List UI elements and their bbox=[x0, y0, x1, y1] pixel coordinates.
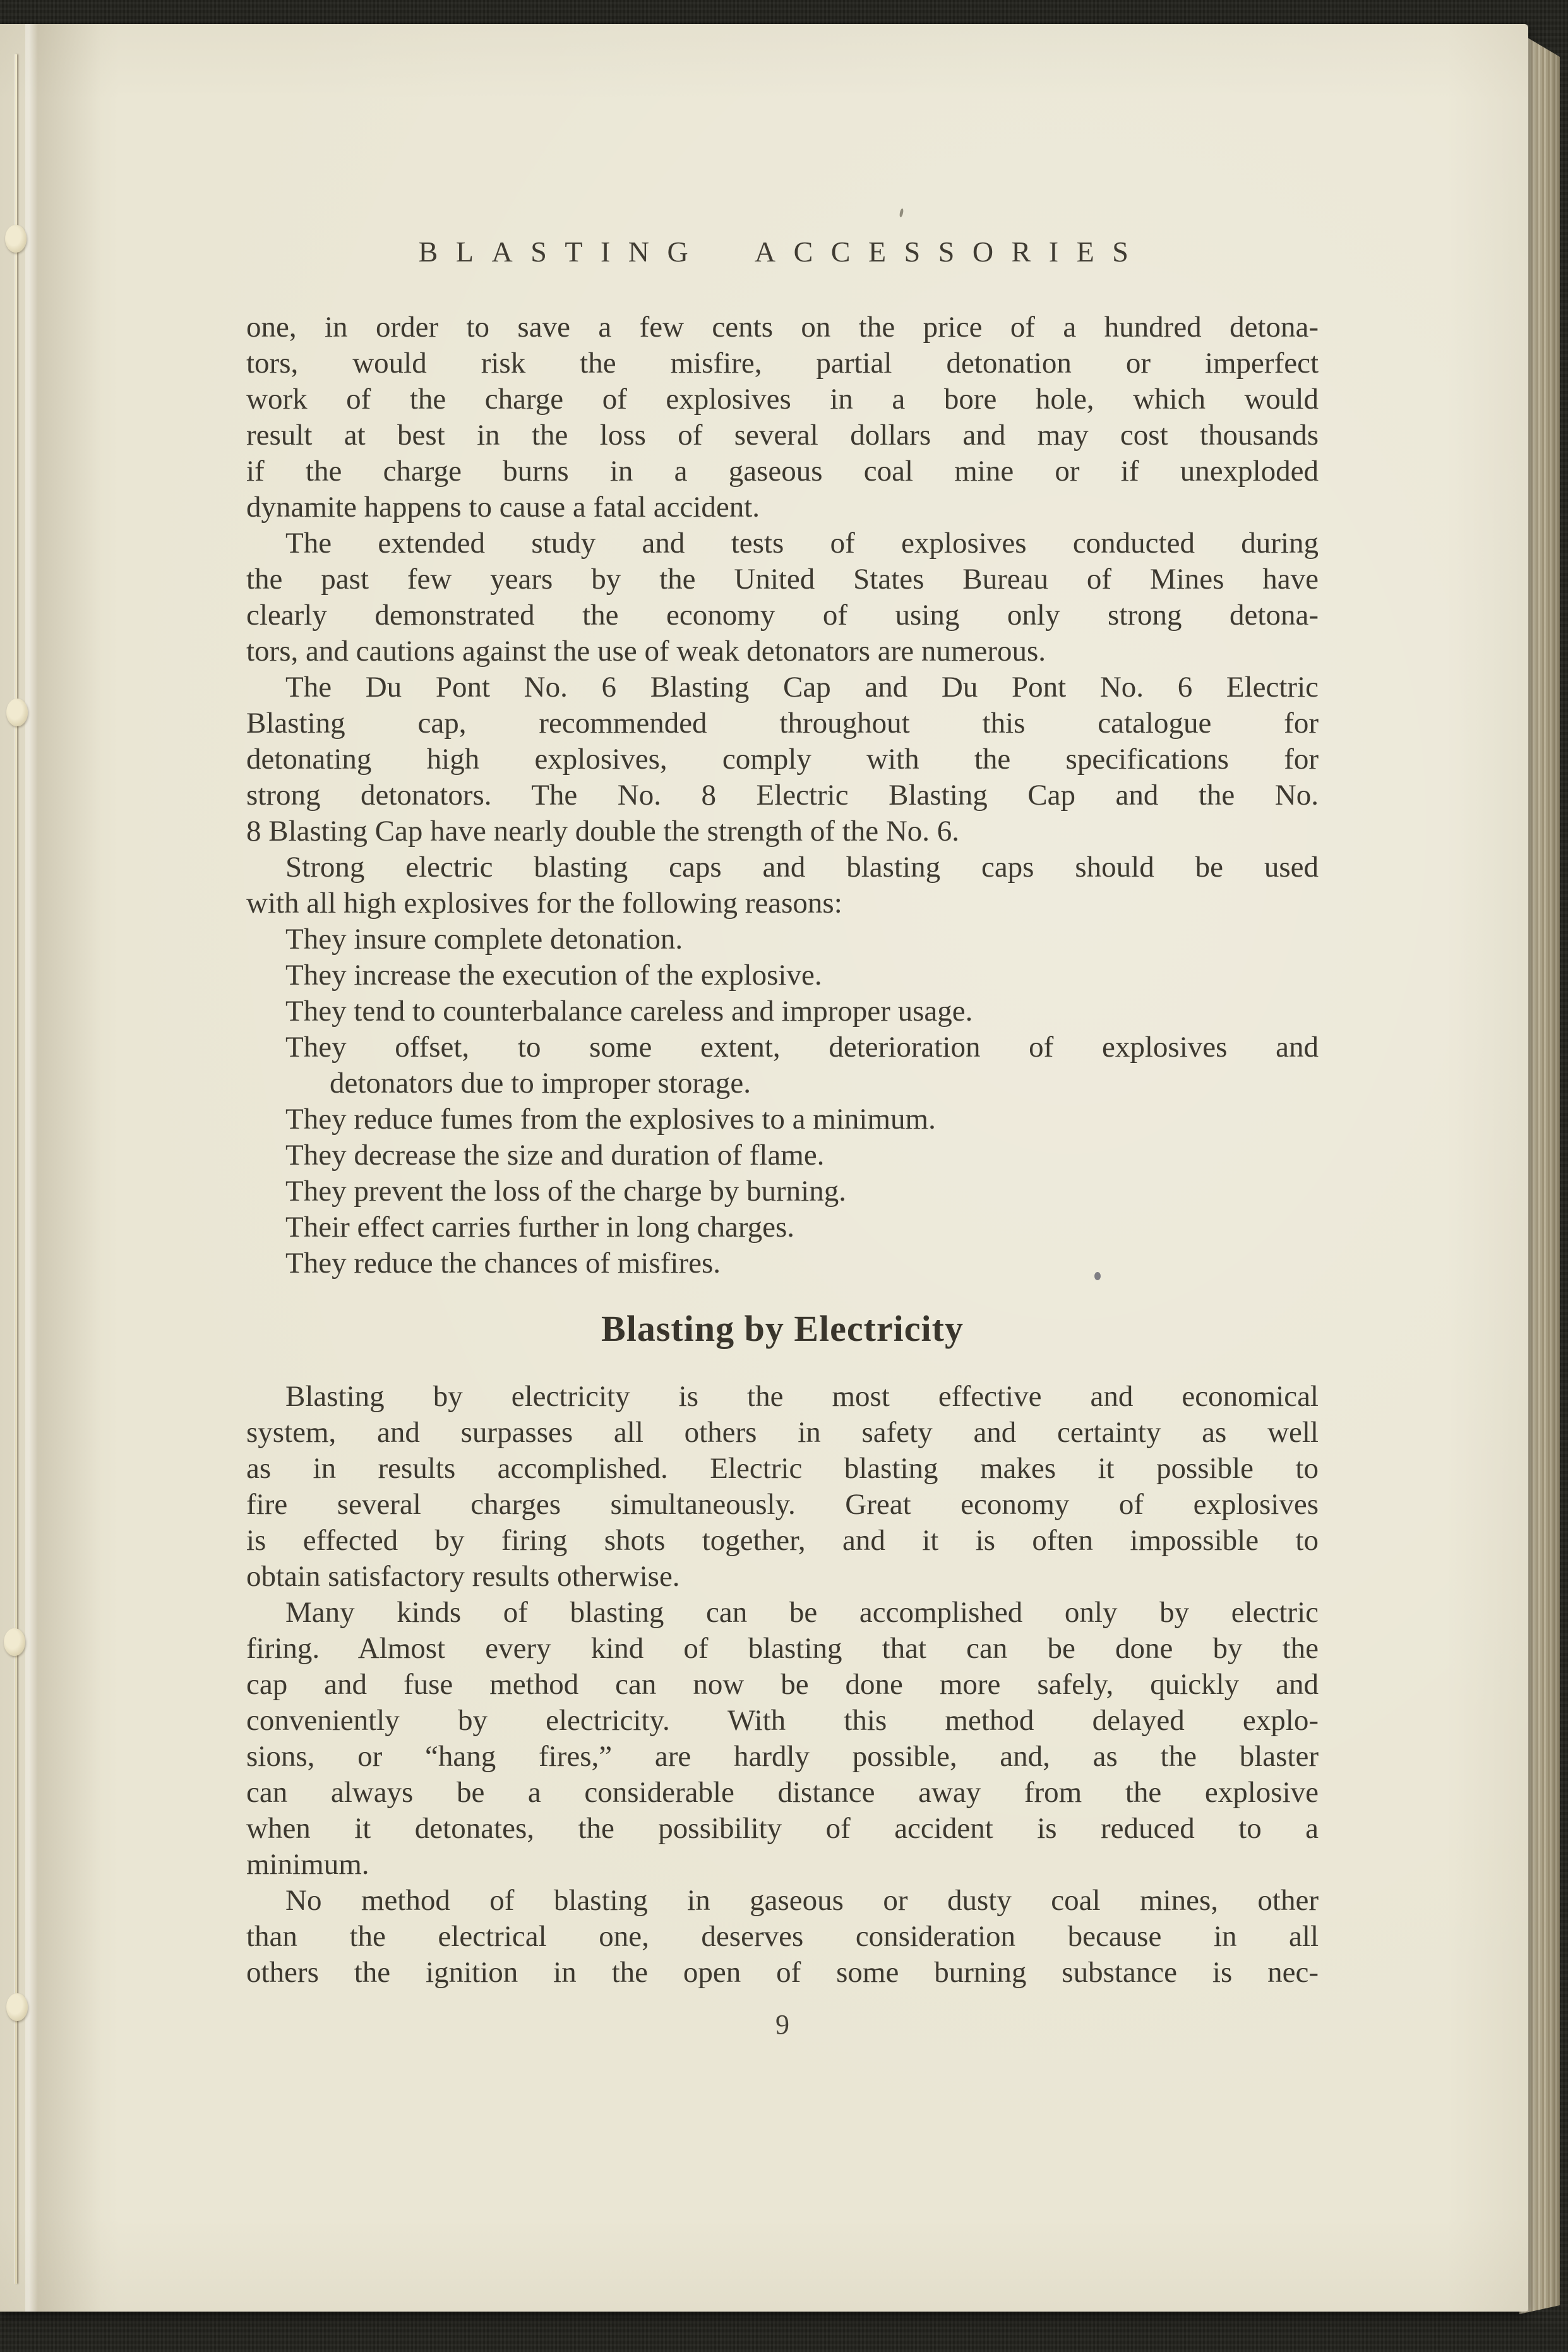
list-item-line: Their effect carries further in long charges. bbox=[285, 1211, 795, 1244]
paragraph-line: Blasting cap, recommended throughout this catalogue for bbox=[246, 707, 1319, 740]
paragraph-line: as in results accomplished. Electric blasting makes it possible to bbox=[246, 1452, 1319, 1485]
paragraph-line: tors, and cautions against the use of weak detonators are numerous. bbox=[246, 635, 1046, 668]
paragraph-line: conveniently by electricity. With this method delayed explo- bbox=[246, 1704, 1319, 1737]
paragraph-line: dynamite happens to cause a fatal accident. bbox=[246, 491, 760, 524]
list-item-line: They increase the execution of the explosive. bbox=[285, 959, 822, 992]
page-text bbox=[246, 309, 1319, 1991]
paragraph-line: cap and fuse method can now be done more safely, quickly and bbox=[246, 1668, 1319, 1701]
gutter-crease bbox=[25, 24, 101, 2312]
paragraph-line: Many kinds of blasting can be accomplished only by electric bbox=[285, 1596, 1319, 1629]
paragraph-line: obtain satisfactory results otherwise. bbox=[246, 1560, 680, 1593]
paragraph-line: sions, or “hang fires,” are hardly possible, and, as the blaster bbox=[246, 1740, 1319, 1773]
page-number: 9 bbox=[775, 2009, 789, 2040]
stitch-knot bbox=[6, 699, 28, 726]
stitch-knot bbox=[6, 1993, 28, 2021]
section-heading: Blasting by Electricity bbox=[601, 1308, 964, 1349]
paragraph-line: clearly demonstrated the economy of using only strong detona- bbox=[246, 599, 1319, 632]
paragraph-line: No method of blasting in gaseous or dusty coal mines, other bbox=[285, 1884, 1319, 1917]
paragraph-line: if the charge burns in a gaseous coal mine or if unexploded bbox=[246, 455, 1319, 488]
paragraph-line: work of the charge of explosives in a bore hole, which would bbox=[246, 383, 1319, 416]
paragraph-line: The extended study and tests of explosives conducted during bbox=[285, 527, 1319, 560]
list-item-line: They reduce the chances of misfires. bbox=[285, 1247, 721, 1280]
paragraph-line: tors, would risk the misfire, partial detonation or imperfect bbox=[246, 347, 1319, 380]
running-header: BLASTING ACCESSORIES bbox=[418, 236, 1147, 268]
paragraph-line: Blasting by electricity is the most effective and economical bbox=[285, 1380, 1319, 1413]
paragraph-line: strong detonators. The No. 8 Electric Blasting Cap and the No. bbox=[246, 779, 1319, 812]
paragraph-line: firing. Almost every kind of blasting that can be done by the bbox=[246, 1632, 1319, 1665]
paragraph-line: 8 Blasting Cap have nearly double the strength of the No. 6. bbox=[246, 815, 960, 848]
paragraph-line: others the ignition in the open of some burning substance is nec- bbox=[246, 1956, 1319, 1989]
paragraph-line: can always be a considerable distance away from the explosive bbox=[246, 1776, 1319, 1809]
list-item-line: They reduce fumes from the explosives to a minimum. bbox=[285, 1103, 936, 1136]
paragraph-line: than the electrical one, deserves consideration because in all bbox=[246, 1920, 1319, 1953]
paragraph-line: system, and surpasses all others in safety and certainty as well bbox=[246, 1416, 1319, 1449]
paragraph-line: is effected by firing shots together, and it is often impossible to bbox=[246, 1524, 1319, 1557]
paragraph-line: one, in order to save a few cents on the price of a hundred detona- bbox=[246, 311, 1319, 344]
list-item-line: They tend to counterbalance careless and improper usage. bbox=[285, 995, 973, 1028]
book-page bbox=[0, 24, 1528, 2312]
paragraph-line: The Du Pont No. 6 Blasting Cap and Du Pont No. 6 Electric bbox=[285, 671, 1319, 704]
paragraph-line: fire several charges simultaneously. Great economy of explosives bbox=[246, 1488, 1319, 1521]
paragraph-line: result at best in the loss of several dollars and may cost thousands bbox=[246, 419, 1319, 452]
list-item-line: They prevent the loss of the charge by burning. bbox=[285, 1175, 846, 1208]
stitch-knot bbox=[4, 1628, 25, 1656]
foxing-speck bbox=[1067, 1679, 1072, 1683]
paragraph-line: with all high explosives for the following reasons: bbox=[246, 887, 842, 920]
ink-speck bbox=[1094, 1272, 1101, 1280]
paragraph-line: when it detonates, the possibility of accident is reduced to a bbox=[246, 1812, 1319, 1845]
list-item-line: They offset, to some extent, deterioration of explosives and bbox=[285, 1031, 1319, 1064]
list-item-line: detonators due to improper storage. bbox=[330, 1067, 751, 1100]
paragraph-line: detonating high explosives, comply with the specifications for bbox=[246, 743, 1319, 776]
paragraph-line: Strong electric blasting caps and blasting caps should be used bbox=[285, 851, 1319, 884]
paragraph-line: the past few years by the United States Bureau of Mines have bbox=[246, 563, 1319, 596]
list-item-line: They decrease the size and duration of flame. bbox=[285, 1139, 825, 1172]
ink-speck bbox=[899, 208, 904, 218]
binding-thread bbox=[15, 54, 17, 2284]
list-item-line: They insure complete detonation. bbox=[285, 923, 683, 956]
stitch-knot bbox=[5, 225, 27, 253]
paragraph-line: minimum. bbox=[246, 1848, 369, 1881]
